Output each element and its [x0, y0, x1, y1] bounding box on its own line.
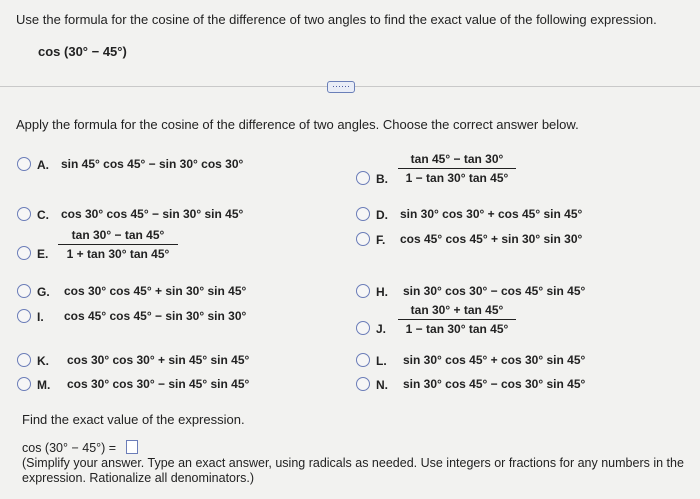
option-e-denominator: 1 + tan 30° tan 45°: [66, 247, 170, 261]
option-l-text: sin 30° cos 45° + cos 30° sin 45°: [403, 353, 586, 367]
option-b-numerator: tan 45° − tan 30°: [410, 152, 504, 166]
option-k-letter: K.: [37, 354, 49, 368]
part2-expression: cos (30° − 45°) =: [22, 441, 117, 455]
option-b-denominator: 1 − tan 30° tan 45°: [405, 171, 509, 185]
option-l-letter: L.: [376, 354, 387, 368]
option-l-radio[interactable]: [356, 353, 370, 367]
option-m-text: cos 30° cos 30° − sin 45° sin 45°: [67, 377, 250, 391]
option-g-radio[interactable]: [17, 284, 31, 298]
option-c-text: cos 30° cos 45° − sin 30° sin 45°: [61, 207, 244, 221]
option-m-radio[interactable]: [17, 377, 31, 391]
question-prompt: Use the formula for the cosine of the difference of two angles to find the exact value of the following expression.: [16, 12, 657, 27]
option-b-fraction: [398, 152, 516, 185]
option-b-radio[interactable]: [356, 171, 370, 185]
answer-instructions: (Simplify your answer. Type an exact answer, using radicals as needed. Use integers or fractions for any numbers in the expression. Rationalize all denominators.): [22, 456, 684, 485]
answer-input[interactable]: [126, 440, 138, 454]
option-e-fraction: [58, 228, 178, 261]
option-i-text: cos 45° cos 45° − sin 30° sin 30°: [64, 309, 247, 323]
option-i-radio[interactable]: [17, 309, 31, 323]
option-j-radio[interactable]: [356, 321, 370, 335]
option-h-text: sin 30° cos 30° − cos 45° sin 45°: [403, 284, 586, 298]
question-expression: cos (30° − 45°): [38, 44, 127, 59]
option-n-letter: N.: [376, 378, 388, 392]
option-n-text: sin 30° cos 45° − cos 30° sin 45°: [403, 377, 586, 391]
option-c-radio[interactable]: [17, 207, 31, 221]
option-g-letter: G.: [37, 285, 50, 299]
option-a-radio[interactable]: [17, 157, 31, 171]
option-h-radio[interactable]: [356, 284, 370, 298]
option-d-letter: D.: [376, 208, 388, 222]
option-f-text: cos 45° cos 45° + sin 30° sin 30°: [400, 232, 583, 246]
option-b-letter: B.: [376, 172, 388, 186]
option-c-letter: C.: [37, 208, 49, 222]
option-j-denominator: 1 − tan 30° tan 45°: [405, 322, 509, 336]
option-f-letter: F.: [376, 233, 386, 247]
option-n-radio[interactable]: [356, 377, 370, 391]
option-e-letter: E.: [37, 247, 49, 261]
part1-instruction: Apply the formula for the cosine of the difference of two angles. Choose the correct answer below.: [16, 117, 579, 132]
option-e-radio[interactable]: [17, 246, 31, 260]
option-k-radio[interactable]: [17, 353, 31, 367]
option-a-text: sin 45° cos 45° − sin 30° cos 30°: [61, 157, 244, 171]
option-j-fraction: [398, 303, 516, 336]
show-more-button[interactable]: ⋯⋯: [327, 81, 355, 93]
option-e-numerator: tan 30° − tan 45°: [71, 228, 165, 242]
option-a-letter: A.: [37, 158, 49, 172]
option-d-radio[interactable]: [356, 207, 370, 221]
option-m-letter: M.: [37, 378, 51, 392]
option-g-text: cos 30° cos 45° + sin 30° sin 45°: [64, 284, 247, 298]
part2-instruction: Find the exact value of the expression.: [22, 412, 245, 427]
option-j-numerator: tan 30° + tan 45°: [410, 303, 504, 317]
option-i-letter: I.: [37, 310, 44, 324]
option-k-text: cos 30° cos 30° + sin 45° sin 45°: [67, 353, 250, 367]
option-j-letter: J.: [376, 322, 387, 336]
option-h-letter: H.: [376, 285, 388, 299]
option-f-radio[interactable]: [356, 232, 370, 246]
option-d-text: sin 30° cos 30° + cos 45° sin 45°: [400, 207, 583, 221]
